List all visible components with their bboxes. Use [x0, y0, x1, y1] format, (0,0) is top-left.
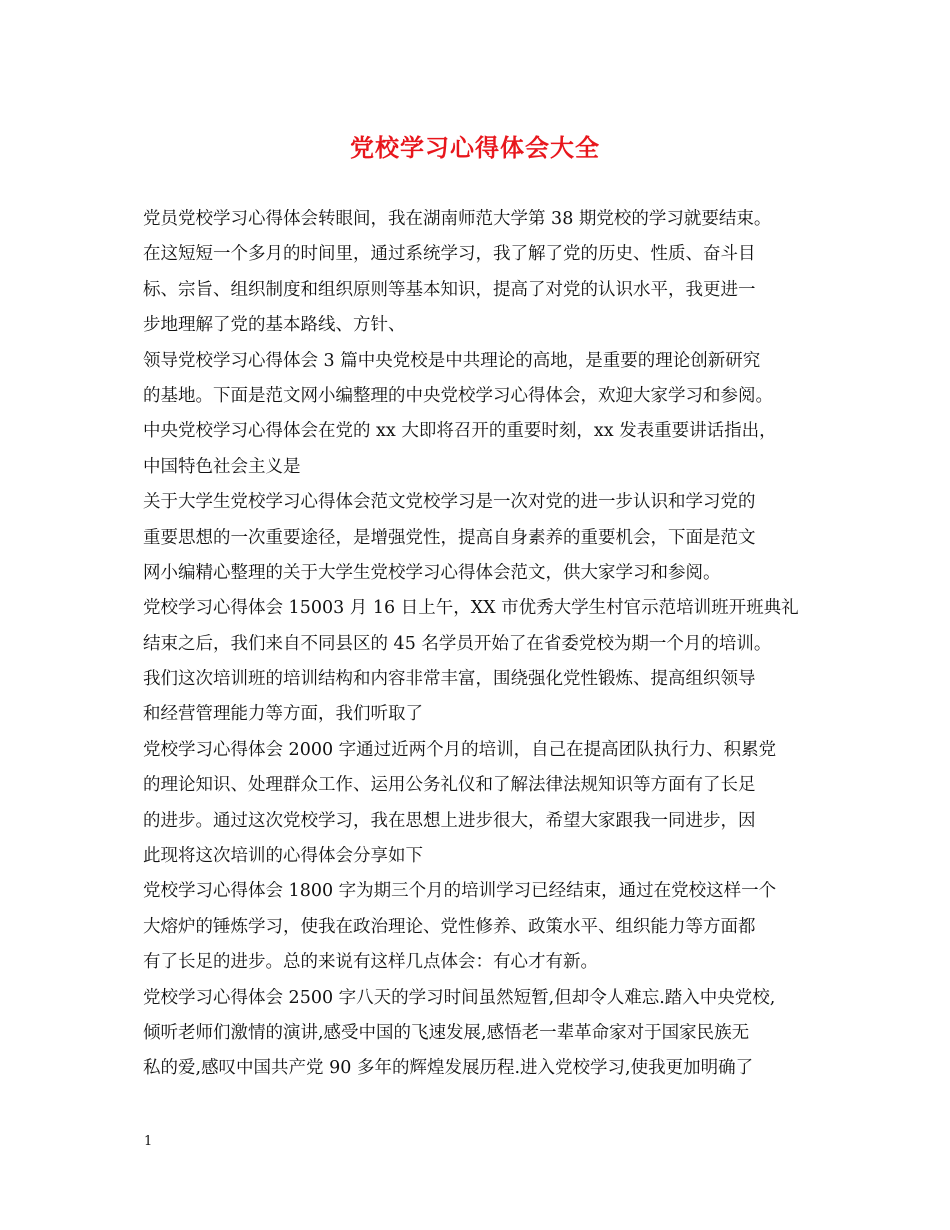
body-line: 有了长足的进步。总的来说有这样几点体会：有心才有新。 [143, 952, 598, 973]
body-line: 重要思想的一次重要途径，是增强党性，提高自身素养的重要机会，下面是范文 [143, 527, 756, 548]
body-line: 步地理解了党的基本路线、方针、 [143, 315, 406, 336]
body-line: 中国特色社会主义是 [143, 456, 301, 477]
page-number: 1 [144, 1134, 153, 1149]
body-line: 标、宗旨、组织制度和组织原则等基本知识，提高了对党的认识水平，我更进一 [143, 279, 756, 300]
document-body [143, 202, 835, 1087]
body-line: 在这短短一个多月的时间里，通过系统学习，我了解了党的历史、性质、奋斗目 [143, 244, 756, 265]
body-line: 和经营管理能力等方面，我们听取了 [143, 704, 423, 725]
body-line: 党校学习心得体会 15003 月 16 日上午，XX 市优秀大学生村官示范培训班开班典礼 [143, 598, 799, 619]
body-line: 大熔炉的锤炼学习，使我在政治理论、党性修养、政策水平、组织能力等方面都 [143, 916, 756, 937]
body-line: 党校学习心得体会 2500 字八天的学习时间虽然短暂,但却令人难忘.踏入中央党校, [143, 987, 776, 1008]
body-line: 的理论知识、处理群众工作、运用公务礼仪和了解法律法规知识等方面有了长足 [143, 775, 756, 796]
body-line: 此现将这次培训的心得体会分享如下 [143, 846, 423, 867]
body-line: 中央党校学习心得体会在党的 xx 大即将召开的重要时刻，xx 发表重要讲话指出， [143, 421, 777, 442]
body-line: 领导党校学习心得体会 3 篇中央党校是中共理论的高地，是重要的理论创新研究 [143, 350, 761, 371]
body-line: 党校学习心得体会 2000 字通过近两个月的培训，自己在提高团队执行力、积累党 [143, 739, 777, 760]
document-title: 党校学习心得体会大全 [350, 133, 600, 162]
body-line: 党员党校学习心得体会转眼间，我在湖南师范大学第 38 期党校的学习就要结束。 [143, 209, 772, 229]
body-line: 关于大学生党校学习心得体会范文党校学习是一次对党的进一步认识和学习党的 [143, 492, 756, 513]
body-line: 党校学习心得体会 1800 字为期三个月的培训学习已经结束，通过在党校这样一个 [143, 881, 777, 902]
body-line: 结束之后，我们来自不同县区的 45 名学员开始了在省委党校为期一个月的培训。 [143, 633, 772, 654]
body-line: 网小编精心整理的关于大学生党校学习心得体会范文，供大家学习和参阅。 [143, 562, 721, 583]
body-line: 我们这次培训班的培训结构和内容非常丰富，围绕强化党性锻炼、提高组织领导 [143, 669, 756, 690]
body-line: 倾听老师们激情的演讲,感受中国的飞速发展,感悟老一辈革命家对于国家民族无 [143, 1022, 750, 1043]
body-line: 的进步。通过这次党校学习，我在思想上进步很大，希望大家跟我一同进步，因 [143, 810, 756, 831]
body-line: 的基地。下面是范文网小编整理的中央党校学习心得体会，欢迎大家学习和参阅。 [143, 385, 773, 406]
body-line: 私的爱,感叹中国共产党 90 多年的辉煌发展历程.进入党校学习,使我更加明确了 [143, 1058, 754, 1079]
